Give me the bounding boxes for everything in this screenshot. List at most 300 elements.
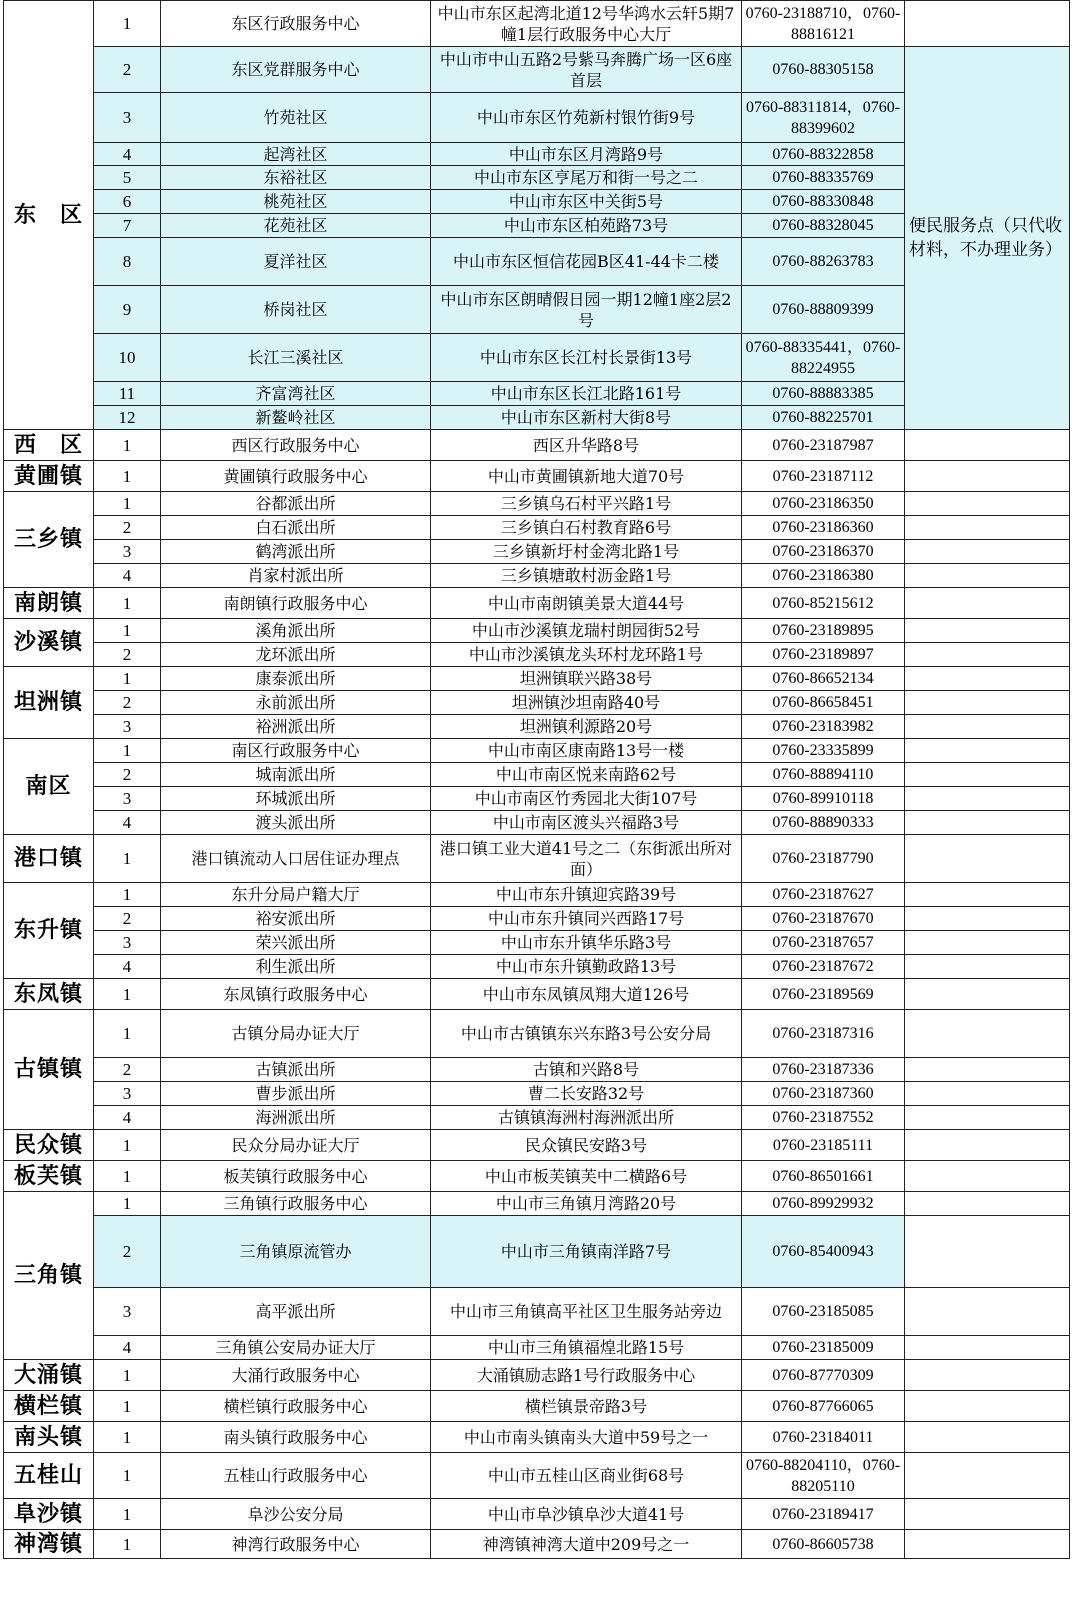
row-number-cell: 2 (94, 691, 161, 715)
office-name-cell: 鹤湾派出所 (161, 540, 431, 564)
office-name-cell: 港口镇流动人口居住证办理点 (161, 835, 431, 883)
office-name-cell: 横栏镇行政服务中心 (161, 1391, 431, 1422)
remark-cell-empty (905, 883, 1070, 907)
phone-cell: 0760-88809399 (742, 286, 905, 334)
office-name-cell: 南朗镇行政服务中心 (161, 588, 431, 619)
table-row (4, 1, 1070, 47)
row-number-cell: 9 (94, 286, 161, 334)
remark-cell-empty (905, 1216, 1070, 1288)
address-cell: 中山市南区渡头兴福路3号 (431, 811, 742, 835)
address-cell: 中山市三角镇福煌北路15号 (431, 1336, 742, 1360)
address-cell: 中山市南头镇南头大道中59号之一 (431, 1422, 742, 1453)
phone-cell: 0760-23187670 (742, 907, 905, 931)
row-number-cell: 3 (94, 1082, 161, 1106)
phone-cell: 0760-88883385 (742, 382, 905, 406)
remark-cell-empty (905, 1130, 1070, 1161)
table-row (4, 787, 1070, 811)
table-row (4, 461, 1070, 492)
district-cell: 阜沙镇 (4, 1499, 94, 1530)
office-name-cell: 古镇分局办证大厅 (161, 1010, 431, 1058)
table-row (4, 1106, 1070, 1130)
row-number-cell: 1 (94, 619, 161, 643)
remark-cell-empty (905, 1288, 1070, 1336)
district-cell: 东凤镇 (4, 979, 94, 1010)
table-row (4, 1130, 1070, 1161)
table-row (4, 1010, 1070, 1058)
phone-cell: 0760-23186370 (742, 540, 905, 564)
remark-cell-empty (905, 667, 1070, 691)
row-number-cell: 1 (94, 1391, 161, 1422)
row-number-cell: 4 (94, 811, 161, 835)
office-name-cell: 裕安派出所 (161, 907, 431, 931)
row-number-cell: 2 (94, 763, 161, 787)
phone-cell: 0760-23187360 (742, 1082, 905, 1106)
office-name-cell: 荣兴派出所 (161, 931, 431, 955)
row-number-cell: 6 (94, 190, 161, 214)
remark-cell-empty (905, 1058, 1070, 1082)
phone-cell: 0760-23184011 (742, 1422, 905, 1453)
address-cell: 中山市三角镇南洋路7号 (431, 1216, 742, 1288)
phone-cell: 0760-23187336 (742, 1058, 905, 1082)
table-row (4, 588, 1070, 619)
phone-cell: 0760-23186350 (742, 492, 905, 516)
row-number-cell: 2 (94, 1058, 161, 1082)
remark-cell-empty (905, 564, 1070, 588)
phone-cell: 0760-89910118 (742, 787, 905, 811)
remark-cell-empty (905, 1499, 1070, 1530)
address-cell: 西区升华路8号 (431, 430, 742, 461)
phone-cell: 0760-88335769 (742, 166, 905, 190)
table-row (4, 492, 1070, 516)
phone-cell: 0760-23187552 (742, 1106, 905, 1130)
address-cell: 中山市沙溪镇龙瑞村朗园街52号 (431, 619, 742, 643)
phone-cell: 0760-23187316 (742, 1010, 905, 1058)
table-row (4, 739, 1070, 763)
remark-cell-empty (905, 907, 1070, 931)
phone-cell: 0760-87766065 (742, 1391, 905, 1422)
phone-cell: 0760-85400943 (742, 1216, 905, 1288)
office-name-cell: 西区行政服务中心 (161, 430, 431, 461)
office-name-cell: 夏洋社区 (161, 238, 431, 286)
office-name-cell: 板芙镇行政服务中心 (161, 1161, 431, 1192)
address-cell: 中山市南区竹秀园北大街107号 (431, 787, 742, 811)
phone-cell: 0760-88890333 (742, 811, 905, 835)
address-cell: 横栏镇景帝路3号 (431, 1391, 742, 1422)
phone-cell: 0760-23187112 (742, 461, 905, 492)
address-cell: 三乡镇乌石村平兴路1号 (431, 492, 742, 516)
office-name-cell: 黄圃镇行政服务中心 (161, 461, 431, 492)
address-cell: 中山市东区长江北路161号 (431, 382, 742, 406)
office-name-cell: 城南派出所 (161, 763, 431, 787)
table-body (4, 1, 1070, 1559)
office-name-cell: 东升分局户籍大厅 (161, 883, 431, 907)
district-cell: 民众镇 (4, 1130, 94, 1161)
phone-cell: 0760-23335899 (742, 739, 905, 763)
remark-cell-empty (905, 1391, 1070, 1422)
phone-cell: 0760-88311814，0760-88399602 (742, 93, 905, 143)
address-cell: 中山市东升镇同兴西路17号 (431, 907, 742, 931)
phone-cell: 0760-23187790 (742, 835, 905, 883)
table-row (4, 931, 1070, 955)
row-number-cell: 1 (94, 461, 161, 492)
address-cell: 坦洲镇沙坦南路40号 (431, 691, 742, 715)
office-name-cell: 桥岗社区 (161, 286, 431, 334)
office-name-cell: 桃苑社区 (161, 190, 431, 214)
row-number-cell: 1 (94, 883, 161, 907)
phone-cell: 0760-23185085 (742, 1288, 905, 1336)
row-number-cell: 3 (94, 787, 161, 811)
remark-cell-empty (905, 430, 1070, 461)
office-name-cell: 起湾社区 (161, 143, 431, 166)
row-number-cell: 1 (94, 588, 161, 619)
phone-cell: 0760-86501661 (742, 1161, 905, 1192)
district-cell: 五桂山 (4, 1453, 94, 1499)
phone-cell: 0760-88305158 (742, 47, 905, 93)
district-cell: 大涌镇 (4, 1360, 94, 1391)
office-name-cell: 齐富湾社区 (161, 382, 431, 406)
row-number-cell: 1 (94, 1453, 161, 1499)
table-row (4, 1161, 1070, 1192)
address-cell: 中山市东区月湾路9号 (431, 143, 742, 166)
office-name-cell: 东区行政服务中心 (161, 1, 431, 47)
row-number-cell: 4 (94, 143, 161, 166)
remark-cell-empty (905, 1161, 1070, 1192)
office-name-cell: 竹苑社区 (161, 93, 431, 143)
office-name-cell: 三角镇行政服务中心 (161, 1192, 431, 1216)
address-cell: 中山市东区竹苑新村银竹街9号 (431, 93, 742, 143)
district-cell: 西 区 (4, 430, 94, 461)
row-number-cell: 4 (94, 564, 161, 588)
table-row (4, 1360, 1070, 1391)
remark-cell-empty (905, 540, 1070, 564)
row-number-cell: 8 (94, 238, 161, 286)
address-cell: 中山市东升镇迎宾路39号 (431, 883, 742, 907)
address-cell: 三乡镇新圩村金湾北路1号 (431, 540, 742, 564)
phone-cell: 0760-86652134 (742, 667, 905, 691)
phone-cell: 0760-88204110，0760-88205110 (742, 1453, 905, 1499)
remark-cell-empty (905, 835, 1070, 883)
table-row (4, 1422, 1070, 1453)
office-name-cell: 新鳌岭社区 (161, 406, 431, 430)
phone-cell: 0760-23187627 (742, 883, 905, 907)
address-cell: 中山市东区起湾北道12号华鸿水云轩5期7幢1层行政服务中心大厅 (431, 1, 742, 47)
remark-cell-empty (905, 619, 1070, 643)
address-cell: 古镇镇海洲村海洲派出所 (431, 1106, 742, 1130)
row-number-cell: 1 (94, 1530, 161, 1559)
remark-cell-empty (905, 1192, 1070, 1216)
table-row (4, 715, 1070, 739)
office-name-cell: 东裕社区 (161, 166, 431, 190)
address-cell: 中山市东区柏苑路73号 (431, 214, 742, 238)
district-cell: 沙溪镇 (4, 619, 94, 667)
row-number-cell: 2 (94, 47, 161, 93)
table-row (4, 835, 1070, 883)
district-cell: 黄圃镇 (4, 461, 94, 492)
row-number-cell: 1 (94, 1130, 161, 1161)
row-number-cell: 3 (94, 93, 161, 143)
service-center-table (3, 0, 1070, 1559)
district-cell: 东升镇 (4, 883, 94, 979)
table-row (4, 1530, 1070, 1559)
remark-cell-empty (905, 516, 1070, 540)
office-name-cell: 长江三溪社区 (161, 334, 431, 382)
address-cell: 中山市三角镇月湾路20号 (431, 1192, 742, 1216)
table-row (4, 811, 1070, 835)
address-cell: 中山市东区朗晴假日园一期12幢1座2层2号 (431, 286, 742, 334)
phone-cell: 0760-86658451 (742, 691, 905, 715)
row-number-cell: 2 (94, 516, 161, 540)
address-cell: 港口镇工业大道41号之二（东街派出所对面） (431, 835, 742, 883)
remark-cell-empty (905, 763, 1070, 787)
office-name-cell: 三角镇公安局办证大厅 (161, 1336, 431, 1360)
office-name-cell: 康泰派出所 (161, 667, 431, 691)
phone-cell: 0760-23183982 (742, 715, 905, 739)
office-name-cell: 大涌行政服务中心 (161, 1360, 431, 1391)
office-name-cell: 裕洲派出所 (161, 715, 431, 739)
row-number-cell: 3 (94, 540, 161, 564)
address-cell: 中山市三角镇高平社区卫生服务站旁边 (431, 1288, 742, 1336)
table-row (4, 667, 1070, 691)
district-cell: 港口镇 (4, 835, 94, 883)
row-number-cell: 2 (94, 643, 161, 667)
remark-cell-empty (905, 1422, 1070, 1453)
row-number-cell: 1 (94, 1360, 161, 1391)
table-row (4, 691, 1070, 715)
district-cell: 南朗镇 (4, 588, 94, 619)
address-cell: 中山市东区中关街5号 (431, 190, 742, 214)
row-number-cell: 1 (94, 835, 161, 883)
row-number-cell: 1 (94, 1010, 161, 1058)
table-row (4, 1058, 1070, 1082)
address-cell: 中山市中山五路2号紫马奔腾广场一区6座首层 (431, 47, 742, 93)
phone-cell: 0760-88894110 (742, 763, 905, 787)
phone-cell: 0760-23185009 (742, 1336, 905, 1360)
row-number-cell: 4 (94, 1336, 161, 1360)
address-cell: 中山市东升镇勤政路13号 (431, 955, 742, 979)
row-number-cell: 7 (94, 214, 161, 238)
address-cell: 中山市沙溪镇龙头环村龙环路1号 (431, 643, 742, 667)
phone-cell: 0760-23188710，0760-88816121 (742, 1, 905, 47)
office-name-cell: 南区行政服务中心 (161, 739, 431, 763)
remark-cell-empty (905, 979, 1070, 1010)
row-number-cell: 2 (94, 907, 161, 931)
phone-cell: 0760-88322858 (742, 143, 905, 166)
remark-cell-empty (905, 955, 1070, 979)
phone-cell: 0760-89929932 (742, 1192, 905, 1216)
district-cell: 南区 (4, 739, 94, 835)
address-cell: 中山市东区长江村长景街13号 (431, 334, 742, 382)
row-number-cell: 4 (94, 955, 161, 979)
office-name-cell: 海洲派出所 (161, 1106, 431, 1130)
remark-cell-empty (905, 1360, 1070, 1391)
table-row (4, 1216, 1070, 1288)
phone-cell: 0760-23186380 (742, 564, 905, 588)
address-cell: 古镇和兴路8号 (431, 1058, 742, 1082)
remark-cell-empty (905, 461, 1070, 492)
address-cell: 民众镇民安路3号 (431, 1130, 742, 1161)
district-cell: 坦洲镇 (4, 667, 94, 739)
table-row (4, 979, 1070, 1010)
table-row (4, 1288, 1070, 1336)
remark-cell-empty (905, 715, 1070, 739)
phone-cell: 0760-23189897 (742, 643, 905, 667)
address-cell: 中山市东区新村大街8号 (431, 406, 742, 430)
row-number-cell: 3 (94, 931, 161, 955)
table-row (4, 1082, 1070, 1106)
office-name-cell: 东区党群服务中心 (161, 47, 431, 93)
row-number-cell: 10 (94, 334, 161, 382)
remark-cell-empty (905, 1082, 1070, 1106)
phone-cell: 0760-23189895 (742, 619, 905, 643)
address-cell: 中山市黄圃镇新地大道70号 (431, 461, 742, 492)
table-row (4, 564, 1070, 588)
row-number-cell: 3 (94, 1288, 161, 1336)
row-number-cell: 1 (94, 492, 161, 516)
row-number-cell: 1 (94, 430, 161, 461)
office-name-cell: 花苑社区 (161, 214, 431, 238)
district-cell: 板芙镇 (4, 1161, 94, 1192)
remark-cell-empty (905, 492, 1070, 516)
district-cell: 三乡镇 (4, 492, 94, 588)
row-number-cell: 1 (94, 1161, 161, 1192)
phone-cell: 0760-23186360 (742, 516, 905, 540)
remark-cell-empty (905, 1, 1070, 47)
row-number-cell: 1 (94, 1192, 161, 1216)
remark-cell-empty (905, 1106, 1070, 1130)
table-row (4, 430, 1070, 461)
table-row (4, 643, 1070, 667)
table-row (4, 955, 1070, 979)
district-cell: 南头镇 (4, 1422, 94, 1453)
remark-cell-empty (905, 1530, 1070, 1559)
phone-cell: 0760-23187672 (742, 955, 905, 979)
phone-cell: 0760-88263783 (742, 238, 905, 286)
remark-cell-empty (905, 1010, 1070, 1058)
address-cell: 中山市东凤镇凤翔大道126号 (431, 979, 742, 1010)
address-cell: 中山市古镇镇东兴东路3号公安分局 (431, 1010, 742, 1058)
district-cell: 东 区 (4, 1, 94, 430)
phone-cell: 0760-23189417 (742, 1499, 905, 1530)
district-cell: 神湾镇 (4, 1530, 94, 1559)
address-cell: 三乡镇塘敢村沥金路1号 (431, 564, 742, 588)
office-name-cell: 肖家村派出所 (161, 564, 431, 588)
phone-cell: 0760-23189569 (742, 979, 905, 1010)
address-cell: 中山市东区恒信花园B区41-44卡二楼 (431, 238, 742, 286)
row-number-cell: 1 (94, 1499, 161, 1530)
office-name-cell: 曹步派出所 (161, 1082, 431, 1106)
office-name-cell: 古镇派出所 (161, 1058, 431, 1082)
row-number-cell: 3 (94, 715, 161, 739)
remark-cell-empty (905, 1453, 1070, 1499)
office-name-cell: 东凤镇行政服务中心 (161, 979, 431, 1010)
table-row (4, 1453, 1070, 1499)
office-name-cell: 阜沙公安分局 (161, 1499, 431, 1530)
office-name-cell: 三角镇原流管办 (161, 1216, 431, 1288)
address-cell: 中山市南区悦来南路62号 (431, 763, 742, 787)
table-row (4, 516, 1070, 540)
phone-cell: 0760-85215612 (742, 588, 905, 619)
address-cell: 中山市东升镇华乐路3号 (431, 931, 742, 955)
table-row (4, 540, 1070, 564)
table-row (4, 1192, 1070, 1216)
address-cell: 坦洲镇联兴路38号 (431, 667, 742, 691)
office-name-cell: 五桂山行政服务中心 (161, 1453, 431, 1499)
office-name-cell: 民众分局办证大厅 (161, 1130, 431, 1161)
address-cell: 中山市阜沙镇阜沙大道41号 (431, 1499, 742, 1530)
table-row (4, 907, 1070, 931)
phone-cell: 0760-23185111 (742, 1130, 905, 1161)
office-name-cell: 高平派出所 (161, 1288, 431, 1336)
remark-cell-empty (905, 931, 1070, 955)
office-name-cell: 永前派出所 (161, 691, 431, 715)
phone-cell: 0760-23187657 (742, 931, 905, 955)
remark-cell-empty (905, 811, 1070, 835)
table-row (4, 763, 1070, 787)
office-name-cell: 环城派出所 (161, 787, 431, 811)
office-name-cell: 神湾行政服务中心 (161, 1530, 431, 1559)
table-row (4, 1499, 1070, 1530)
address-cell: 三乡镇白石村教育路6号 (431, 516, 742, 540)
office-name-cell: 龙环派出所 (161, 643, 431, 667)
table-row (4, 47, 1070, 93)
office-name-cell: 溪角派出所 (161, 619, 431, 643)
office-name-cell: 南头镇行政服务中心 (161, 1422, 431, 1453)
table-row (4, 1336, 1070, 1360)
address-cell: 曹二长安路32号 (431, 1082, 742, 1106)
phone-cell: 0760-23187987 (742, 430, 905, 461)
remark-cell-empty (905, 643, 1070, 667)
table-row (4, 1391, 1070, 1422)
remark-cell-empty (905, 1336, 1070, 1360)
address-cell: 大涌镇励志路1号行政服务中心 (431, 1360, 742, 1391)
row-number-cell: 1 (94, 979, 161, 1010)
phone-cell: 0760-87770309 (742, 1360, 905, 1391)
row-number-cell: 11 (94, 382, 161, 406)
address-cell: 中山市东区亨尾万和街一号之二 (431, 166, 742, 190)
row-number-cell: 1 (94, 1422, 161, 1453)
remark-cell-empty (905, 739, 1070, 763)
remark-cell-empty (905, 787, 1070, 811)
row-number-cell: 12 (94, 406, 161, 430)
office-name-cell: 利生派出所 (161, 955, 431, 979)
table-row (4, 883, 1070, 907)
district-cell: 横栏镇 (4, 1391, 94, 1422)
row-number-cell: 1 (94, 667, 161, 691)
row-number-cell: 5 (94, 166, 161, 190)
phone-cell: 0760-88330848 (742, 190, 905, 214)
address-cell: 中山市南区康南路13号一楼 (431, 739, 742, 763)
remark-cell: 便民服务点（只代收材料，不办理业务） (905, 47, 1070, 430)
row-number-cell: 2 (94, 1216, 161, 1288)
phone-cell: 0760-88328045 (742, 214, 905, 238)
remark-cell-empty (905, 588, 1070, 619)
address-cell: 坦洲镇利源路20号 (431, 715, 742, 739)
office-name-cell: 谷都派出所 (161, 492, 431, 516)
office-name-cell: 渡头派出所 (161, 811, 431, 835)
district-cell: 古镇镇 (4, 1010, 94, 1130)
table-row (4, 619, 1070, 643)
address-cell: 中山市南朗镇美景大道44号 (431, 588, 742, 619)
row-number-cell: 4 (94, 1106, 161, 1130)
remark-cell-empty (905, 691, 1070, 715)
address-cell: 中山市板芙镇芙中二横路6号 (431, 1161, 742, 1192)
row-number-cell: 1 (94, 1, 161, 47)
address-cell: 神湾镇神湾大道中209号之一 (431, 1530, 742, 1559)
phone-cell: 0760-88335441，0760-88224955 (742, 334, 905, 382)
row-number-cell: 1 (94, 739, 161, 763)
address-cell: 中山市五桂山区商业街68号 (431, 1453, 742, 1499)
office-name-cell: 白石派出所 (161, 516, 431, 540)
